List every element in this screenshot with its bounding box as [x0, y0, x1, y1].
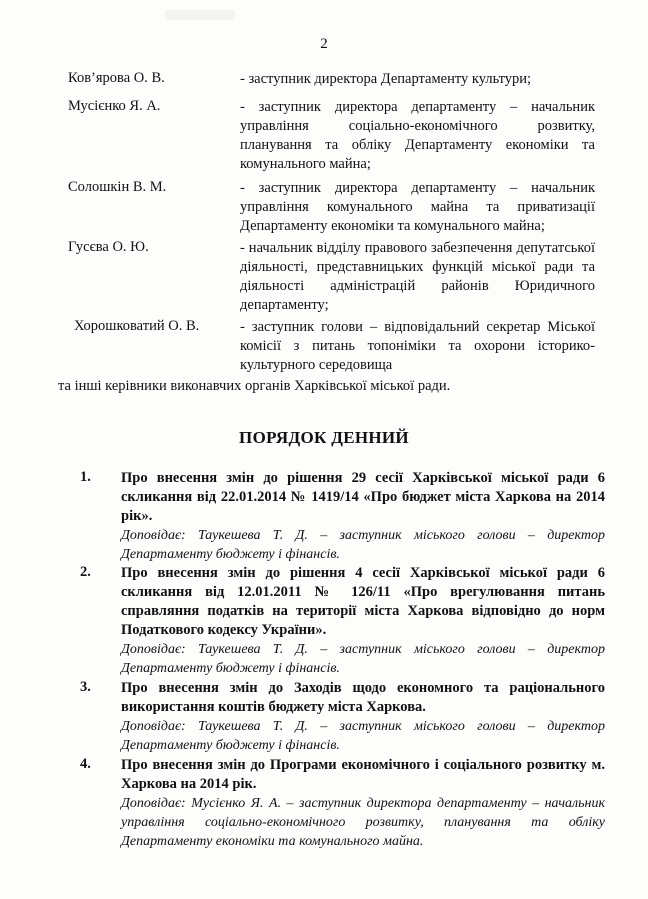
- agenda-item-number: 4.: [80, 756, 91, 772]
- agenda-heading: ПОРЯДОК ДЕННИЙ: [239, 428, 409, 447]
- agenda-item-title: Про внесення змін до Програми економічного і соціального розвитку м. Харкова на 2014 рік.: [121, 757, 605, 792]
- agenda-item-number: 2.: [80, 564, 91, 580]
- agenda-item-title: Про внесення змін до рішення 29 сесії Харківської міської ради 6 скликання від 22.01.2014 № 1419/14 «Про бюджет міста Харкова на 2014 рік».: [121, 470, 605, 524]
- agenda-item-title: Про внесення змін до Заходів щодо економного та раціонального використання коштів бюджету міста Харкова.: [121, 680, 605, 715]
- attendee-name: Хорошковатий О. В.: [74, 318, 200, 334]
- attendee-role: - начальник відділу правового забезпечення депутатської діяльності, представницьких функцій міської ради та діяльності адміністрацій районів Юридичного департаменту;: [240, 240, 595, 313]
- others-line: та інші керівники виконавчих органів Харківської міської ради.: [58, 378, 451, 394]
- agenda-item-reporter: Доповідає: Таукешева Т. Д. – заступник міського голови – директор Департаменту бюджету і фінансів.: [121, 528, 605, 562]
- agenda-item-reporter: Доповідає: Мусієнко Я. А. – заступник директора департаменту – начальник управління соціально-економічного розвитку, планування та обліку Департаменту економіки та комунального майна.: [121, 796, 605, 849]
- agenda-item-title: Про внесення змін до рішення 4 сесії Харківської міської ради 6 скликання від 12.01.2011 № 126/11 «Про врегулювання питань справляння податків на території міста Харкова відповідно до норм Податкового кодексу України».: [121, 565, 605, 638]
- scan-smudge: [165, 10, 235, 20]
- agenda-item-number: 3.: [80, 679, 91, 695]
- attendee-name: Гусєва О. Ю.: [68, 239, 149, 255]
- agenda-item-reporter: Доповідає: Таукешева Т. Д. – заступник міського голови – директор Департаменту бюджету і фінансів.: [121, 719, 605, 753]
- page-number: 2: [320, 36, 328, 52]
- attendee-name: Мусієнко Я. А.: [68, 98, 161, 114]
- attendee-role: - заступник директора департаменту – начальник управління соціально-економічного розвитку, планування та обліку Департаменту економіки та комунального майна;: [240, 99, 595, 172]
- agenda-item-number: 1.: [80, 469, 91, 485]
- attendee-role: - заступник директора департаменту – начальник управління комунального майна та приватизації Департаменту економіки та комунального майна;: [240, 180, 595, 234]
- attendee-role: - заступник директора Департаменту культури;: [240, 71, 532, 87]
- agenda-item-reporter: Доповідає: Таукешева Т. Д. – заступник міського голови – директор Департаменту бюджету і фінансів.: [121, 642, 605, 676]
- attendee-name: Солошкін В. М.: [68, 179, 167, 195]
- attendee-name: Ков’ярова О. В.: [68, 70, 165, 86]
- attendee-role: - заступник голови – відповідальний секретар Міської комісії з питань топоніміки та охорони історико-культурного середовища: [240, 319, 595, 373]
